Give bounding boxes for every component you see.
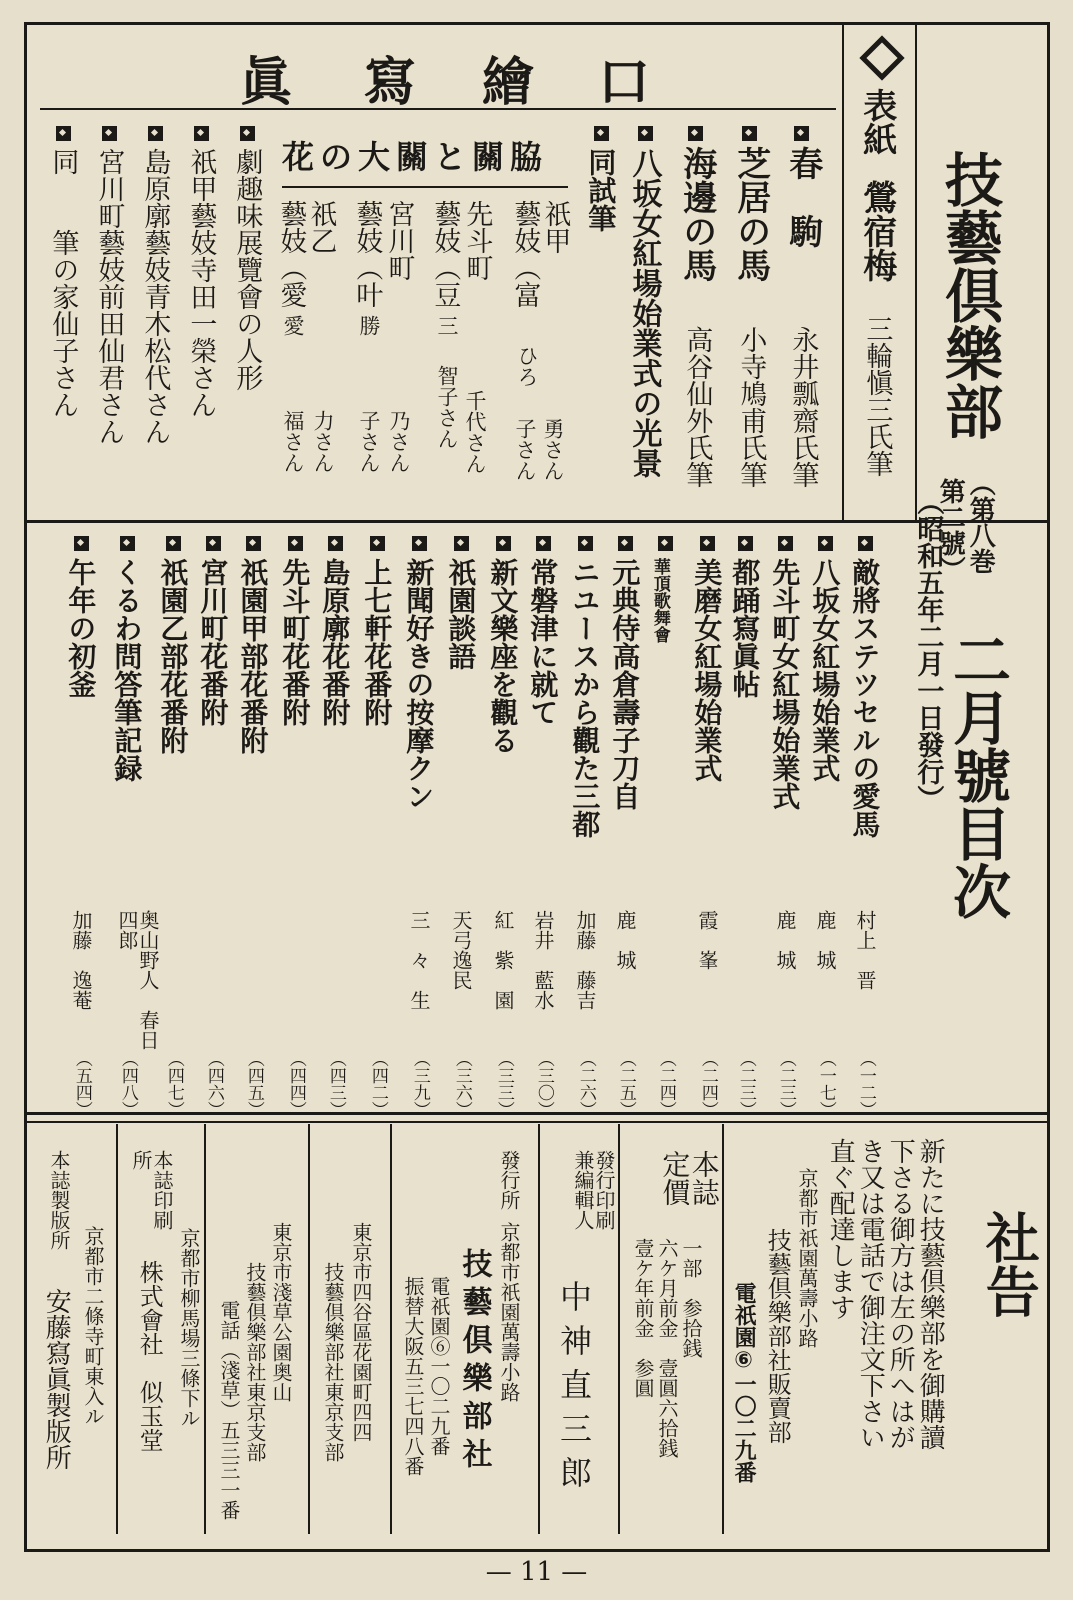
branch-address: 東京市四谷區花園町四四: [349, 1222, 373, 1442]
member-name: 藝妓（愛: [275, 200, 307, 308]
plate-title: 同試筆: [584, 148, 618, 232]
diamond-icon: [240, 126, 255, 141]
editor-separator: [538, 1124, 540, 1534]
price-line: 一部 参拾銭: [679, 1238, 703, 1358]
toc-title: 敵將ステツセルの愛馬: [848, 558, 882, 838]
toc-title: 華頂歌舞會: [649, 558, 670, 643]
toc-page: （四七）: [163, 1050, 184, 1118]
diamond-icon: [700, 536, 715, 551]
branch-name: 技藝倶樂部社東京支部: [243, 1262, 267, 1462]
toc-author: 岩井 藍水: [531, 910, 555, 1010]
toc-author: 三 々 生: [407, 910, 431, 1010]
plate-title: 八坂女紅場始業式の光景: [626, 148, 662, 478]
toc-page: （三三）: [493, 1050, 514, 1118]
diamond-icon: [618, 536, 633, 551]
printer-name: 株式會社 似玉堂: [135, 1260, 164, 1452]
toc-title: 祇園乙部花番附: [156, 558, 190, 754]
member-name: 藝妓（叶: [351, 200, 383, 308]
diamond-icon: [194, 126, 209, 141]
diamond-icon: [370, 536, 385, 551]
diamond-icon: [794, 126, 809, 141]
toc-title: 祇園甲部花番附: [236, 558, 270, 754]
publisher-name: 技藝倶樂部社: [456, 1248, 492, 1476]
plate-title: 島原廓藝妓青木松代さん: [139, 148, 171, 445]
toc-title: 新聞好きの按摩クン: [402, 558, 436, 810]
plate-title: 祇甲藝妓寺田一榮さん: [185, 148, 217, 418]
diamond-icon: [166, 536, 181, 551]
notice-line: 新たに技藝倶樂部を御購讀: [915, 1138, 946, 1450]
toc-title: 上七軒花番附: [360, 558, 394, 726]
toc-entry: [806, 530, 846, 1118]
plate-title: 同 筆の家仙子さん: [47, 148, 79, 418]
diamond-icon: [778, 536, 793, 551]
diamond-icon: [288, 536, 303, 551]
toc-author: 天弓逸民: [449, 910, 473, 990]
notice-title: 社告: [977, 1210, 1041, 1318]
heading-char: 繪: [482, 53, 535, 113]
diamond-icon: [858, 536, 873, 551]
toc-page: （三六）: [451, 1050, 472, 1118]
diamond-icon: [246, 536, 261, 551]
toc-title: 常磐津に就て: [526, 558, 560, 726]
notice-line: き又は電話で御注文下さい: [855, 1138, 886, 1450]
member-district: 祇甲: [539, 200, 571, 254]
notice-dept: 技藝倶樂部社販賣部: [763, 1228, 792, 1444]
toc-page: （二四）: [697, 1050, 718, 1118]
toc-page: （二六）: [575, 1050, 596, 1118]
member-name: 智子さん: [435, 365, 460, 449]
member-name: 愛: [281, 315, 306, 336]
toc-entry: [108, 530, 160, 1118]
toc-page: （四二）: [367, 1050, 388, 1118]
price-label: 本誌定價: [658, 1150, 721, 1206]
toc-author: 鹿 城: [773, 910, 797, 970]
member-district: 宮川町: [383, 200, 415, 281]
masthead-separator: [915, 24, 917, 520]
plate-item: [672, 126, 722, 516]
toc-entry: [194, 530, 234, 1118]
toc-page: （四六）: [203, 1050, 224, 1118]
toc-page: （一七）: [815, 1050, 836, 1118]
toc-author: 霞 峯: [695, 910, 719, 970]
page-number: — 11 —: [485, 1557, 588, 1587]
branch-name: 技藝倶樂部社東京支部: [321, 1262, 345, 1462]
plate-item: [90, 126, 134, 516]
member-name: 藝妓（富: [509, 200, 541, 308]
member-name: 勇さん: [541, 418, 566, 481]
toc-author: 鹿 城: [813, 910, 837, 970]
cover-separator: [842, 24, 844, 520]
diamond-icon: [74, 536, 89, 551]
member-name: 乃さん: [387, 410, 412, 473]
cover-artist: 三輪愼三氏筆: [861, 315, 893, 477]
toc-entry: [726, 530, 766, 1118]
diamond-icon: [638, 126, 653, 141]
diamond-icon: [102, 126, 117, 141]
member-name: 子さん: [513, 418, 538, 481]
toc-page: （五四）: [71, 1050, 92, 1118]
plate-title: 海邊の馬: [676, 146, 717, 282]
heading-char: 眞: [240, 53, 293, 113]
member-name: 勝: [357, 315, 382, 336]
diamond-icon: [536, 536, 551, 551]
toc-entry: [316, 530, 356, 1118]
toc-entry: [400, 530, 440, 1118]
toc-title: 元典侍高倉壽子刀自: [608, 558, 642, 810]
toc-entry: [276, 530, 316, 1118]
diamond-icon: [818, 536, 833, 551]
toc-title: 美磨女紅場始業式: [690, 558, 724, 782]
member-name: 力さん: [311, 410, 336, 473]
diamond-icon: [658, 536, 673, 551]
toc-entry: [358, 530, 398, 1118]
magazine-title: 技藝倶樂部: [935, 150, 1003, 440]
plate-title: 芝居の馬: [730, 146, 771, 282]
toc-title: 祇園談語: [444, 558, 478, 670]
toc-page: （一二）: [855, 1050, 876, 1118]
price-separator: [618, 1124, 620, 1534]
toc-entry: [154, 530, 194, 1118]
diamond-icon: [594, 126, 609, 141]
member-name: ひろ: [515, 345, 540, 387]
publisher-tel: 電祇園⑥一〇二九番: [427, 1276, 451, 1456]
diamond-icon: [206, 536, 221, 551]
diamond-icon: [496, 536, 511, 551]
toc-entry: [606, 530, 646, 1118]
printer-separator: [116, 1124, 118, 1534]
heading-char: 寫: [364, 53, 417, 113]
plate-item: [228, 126, 272, 516]
plate-item: [44, 126, 88, 516]
plate-item: [778, 126, 828, 516]
diamond-icon: [328, 536, 343, 551]
toc-title: 島原廓花番附: [318, 558, 352, 726]
toc-entry: [524, 530, 564, 1118]
engraver-role: 本誌製版所: [47, 1150, 71, 1250]
price-line: 壹ケ年前金 参圓: [631, 1238, 655, 1398]
cover-diamond-icon: [866, 36, 898, 90]
toc-title: 八坂女紅場始業式: [808, 558, 842, 782]
diamond-icon: [120, 536, 135, 551]
plate-artist: 永井瓢齋氏筆: [787, 326, 819, 488]
member-district: 先斗町: [461, 200, 493, 281]
plate-item: [136, 126, 180, 516]
member-name: 三: [435, 315, 460, 336]
plate-item: [726, 126, 776, 516]
publisher-separator: [390, 1124, 392, 1534]
plate-title: 宮川町藝妓前田仙君さん: [93, 148, 125, 445]
toc-page: （三〇）: [533, 1050, 554, 1118]
engraver-name: 安藤寫眞製版所: [41, 1288, 72, 1470]
diamond-icon: [578, 536, 593, 551]
cover-label: 表紙: [856, 88, 897, 156]
branch-separator: [308, 1124, 310, 1534]
plate-artist: 高谷仙外氏筆: [681, 326, 713, 488]
toc-entry: [646, 530, 686, 1118]
toc-entry: [62, 530, 102, 1118]
toc-author: 加藤 逸菴: [69, 910, 93, 1010]
issue-no: 第二號）: [935, 478, 966, 582]
diamond-icon: [688, 126, 703, 141]
branch-address: 東京市淺草公園奥山: [269, 1222, 293, 1402]
toc-page: （四三）: [325, 1050, 346, 1118]
toc-page: （二四）: [655, 1050, 676, 1118]
group-title: 花の大關と關脇: [282, 138, 549, 176]
plate-title: 劇趣味展覽會の人形: [231, 148, 263, 391]
toc-author: 奥山野人 春日四郎: [115, 910, 160, 1050]
toc-page: （四四）: [285, 1050, 306, 1118]
diamond-icon: [454, 536, 469, 551]
toc-page: （三九）: [409, 1050, 430, 1118]
toc-title: 午年の初釜: [64, 558, 98, 698]
member-name: 藝妓（豆: [429, 200, 461, 308]
member-name: 千代さん: [463, 390, 488, 474]
cover-title: 鶯宿梅: [856, 180, 897, 282]
diamond-icon: [148, 126, 163, 141]
toc-entry: [766, 530, 806, 1118]
diamond-icon: [412, 536, 427, 551]
toc-page: （二五）: [615, 1050, 636, 1118]
member-name: 子さん: [357, 410, 382, 473]
engraver-address: 京都市二條寺町東入ル: [81, 1226, 105, 1426]
notice-separator: [722, 1124, 724, 1534]
toc-author: 加藤 藤吉: [573, 910, 597, 1010]
toc-title: 先斗町花番附: [278, 558, 312, 726]
toc-entry: [566, 530, 606, 1118]
toc-page: （四八）: [117, 1050, 138, 1118]
printer-role: 本誌印刷所: [129, 1150, 174, 1230]
plate-artist: 小寺鳩甫氏筆: [735, 326, 767, 488]
toc-author: 村上 晋: [853, 910, 877, 990]
editor-name: 中神直三郎: [555, 1280, 593, 1500]
notice-address: 京都市祇園萬壽小路: [795, 1168, 819, 1348]
plate-item: [182, 126, 226, 516]
member-district: 祇乙: [305, 200, 337, 254]
toc-title: 先斗町女紅場始業式: [768, 558, 802, 810]
toc-entry: [234, 530, 274, 1118]
date-note: （昭和五年二月一日發行）: [912, 488, 944, 812]
toc-entry: [484, 530, 524, 1118]
notice-line: 下さる御方は左の所へはが: [885, 1138, 916, 1450]
editor-role: 發行印刷兼編輯人: [571, 1150, 616, 1230]
toc-author: 紅 紫 園: [491, 910, 515, 1010]
printer-address: 京都市柳馬場三條下ル: [177, 1228, 201, 1428]
toc-entry: [442, 530, 482, 1118]
plate-item: [580, 126, 624, 516]
frontispiece-heading-box: [40, 28, 836, 110]
toc-page: （四五）: [243, 1050, 264, 1118]
price-line: 六ケ月前金 壹圓六拾銭: [655, 1238, 679, 1458]
plate-title: 春 駒: [782, 146, 823, 248]
toc-page: （二三）: [735, 1050, 756, 1118]
notice-top-rule: [27, 1121, 1047, 1123]
branch-tel: 電話（淺草）五三三一番: [217, 1300, 241, 1520]
diamond-icon: [56, 126, 71, 141]
plate-item: [622, 126, 672, 516]
group-brace: [282, 186, 568, 194]
heading-char: 口: [598, 53, 651, 113]
notice-tel: 電祇園⑥一〇二九番: [731, 1282, 757, 1483]
toc-title: 新文樂座を觀る: [486, 558, 520, 754]
toc-title: くるわ問答筆記録: [110, 558, 144, 782]
issue-vol: （第八巻: [965, 470, 996, 574]
toc-entry: [846, 530, 886, 1118]
publisher-furikae: 振替大阪五三七四八番: [401, 1276, 425, 1476]
toc-entry: [688, 530, 728, 1118]
notice-line: 直ぐ配達します: [825, 1138, 856, 1320]
publisher-role: 發行所: [497, 1150, 521, 1210]
diamond-icon: [742, 126, 757, 141]
upper-divider: [27, 520, 1047, 523]
toc-title: 都踊寫眞帖: [728, 558, 762, 698]
toc-author: 鹿 城: [613, 910, 637, 970]
toc-page: （二三）: [775, 1050, 796, 1118]
branch2-separator: [204, 1124, 206, 1534]
diamond-icon: [738, 536, 753, 551]
member-name: 福さん: [281, 410, 306, 473]
toc-title: ニユースから觀た三都: [568, 558, 602, 838]
month-title: 二月號目次: [943, 630, 1011, 920]
publisher-address: 京都市祇園萬壽小路: [497, 1222, 521, 1402]
toc-title: 宮川町花番附: [196, 558, 230, 726]
